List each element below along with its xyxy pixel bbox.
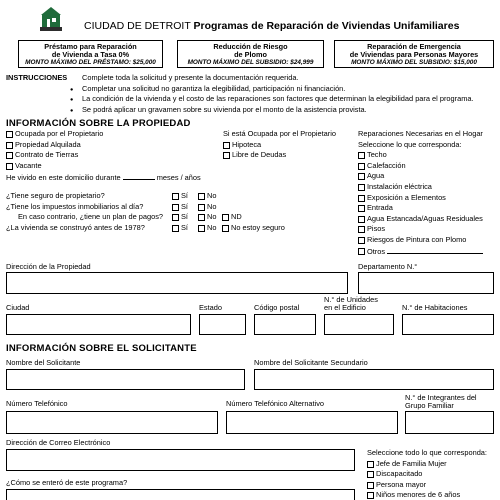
answer-yes-checkbox[interactable]: Sí (172, 192, 188, 203)
household-checkbox[interactable]: Niños menores de 6 años (367, 491, 487, 500)
household-checkbox[interactable]: Persona mayor (367, 481, 487, 492)
org-name: CIUDAD DE DETROIT (84, 20, 191, 32)
rooms-field[interactable] (402, 314, 494, 335)
household-size-field[interactable] (405, 411, 494, 434)
repair-checkbox[interactable]: Entrada (358, 204, 483, 215)
instruction-item: ● Se podrá aplicar un gravamen sobre su vivienda por el monto de la asistencia provista. (70, 106, 495, 117)
owner-occupied-group (223, 130, 336, 162)
repair-checkbox[interactable]: Techo (358, 151, 483, 162)
state-field[interactable] (199, 314, 246, 335)
question-label: ¿Tiene seguro de propietario? (6, 191, 105, 200)
property-address-field[interactable] (6, 272, 348, 294)
repairs-hint: Seleccione lo que corresponda: (358, 139, 462, 149)
applicant-name-label: Nombre del Solicitante (6, 358, 81, 367)
units-field[interactable] (324, 314, 394, 335)
answer-no-checkbox[interactable]: No (198, 224, 216, 235)
secondary-name-label: Nombre del Solicitante Secundario (254, 358, 368, 367)
program-box-lead: Reducción de Riesgo de Plomo MONTO MÁXIMO DEL SUBSIDIO: $24,999 (177, 40, 324, 68)
alt-phone-field[interactable] (226, 411, 398, 434)
repair-checkbox[interactable]: Agua (358, 172, 483, 183)
phone-field[interactable] (6, 411, 218, 434)
question-label: ¿Tiene los impuestos inmobiliarios al día? (6, 201, 144, 211)
instructions-list (70, 74, 495, 116)
how-heard-label: ¿Cómo se enteró de este programa? (6, 478, 128, 487)
occupancy-checkbox[interactable]: Vacante (6, 162, 103, 173)
repair-checkbox[interactable]: Agua Estancada/Aguas Residuales (358, 215, 483, 226)
answer-yes-checkbox[interactable]: Sí (172, 213, 188, 224)
email-field[interactable] (6, 449, 355, 471)
email-label: Dirección de Correo Electrónico (6, 438, 111, 447)
zip-label: Código postal (254, 303, 300, 312)
answer-na-checkbox[interactable]: ND (222, 213, 242, 224)
secondary-name-field[interactable] (254, 369, 494, 390)
question-label: En caso contrario, ¿tiene un plan de pagos? (18, 212, 164, 221)
answer-no-checkbox[interactable]: No (198, 203, 216, 214)
repair-checkbox[interactable]: Exposición a Elementos (358, 194, 483, 205)
applicant-section-heading: INFORMACIÓN SOBRE EL SOLICITANTE (6, 343, 197, 354)
question-label: ¿La vivienda se construyó antes de 1978? (6, 222, 145, 232)
years-lived-input[interactable] (123, 173, 155, 180)
owner-occupied-label: Si está Ocupada por el Propietario (223, 129, 336, 138)
zip-field[interactable] (254, 314, 316, 335)
occupancy-checkbox[interactable]: Propiedad Alquilada (6, 141, 103, 152)
rooms-label: N.° de Habitaciones (402, 303, 468, 312)
apartment-field[interactable] (358, 272, 494, 294)
household-checkbox[interactable]: Discapacitado (367, 470, 487, 481)
household-size-label: N.° de Integrantes del Grupo Familiar (405, 393, 477, 411)
alt-phone-label: Número Telefónico Alternativo (226, 399, 325, 408)
repair-checkbox[interactable]: Instalación eléctrica (358, 183, 483, 194)
repair-checkbox[interactable]: Riesgos de Pintura con Plomo (358, 236, 483, 247)
occupancy-options (6, 130, 103, 172)
apartment-label: Departamento N.° (358, 262, 418, 271)
form-title: Programas de Reparación de Viviendas Unifamiliares (193, 20, 460, 32)
program-box-emergency: Reparación de Emergencia de Viviendas para Personas Mayores MONTO MÁXIMO DEL SUBSIDIO: $15,000 (334, 40, 494, 68)
property-questions (6, 192, 346, 234)
household-hint: Seleccione todo lo que corresponda: (367, 448, 487, 457)
page-title (84, 20, 459, 32)
occupancy-checkbox[interactable]: Ocupada por el Propietario (6, 130, 103, 141)
instruction-item: ● La condición de la vivienda y el costo de las reparaciones son factores que determinan la elegibilidad para el programa. (70, 95, 495, 106)
instruction-item: Complete toda la solicitud y presente la documentación requerida. (82, 73, 299, 82)
repairs-label: Reparaciones Necesarias en el Hogar (358, 129, 483, 138)
repair-checkbox[interactable]: Calefacción (358, 162, 483, 173)
property-address-label: Dirección de la Propiedad (6, 262, 91, 271)
instruction-item: ● Completar una solicitud no garantiza la elegibilidad, participación ni financiación. (70, 85, 495, 96)
free-of-debt-checkbox[interactable]: Libre de Deudas (223, 151, 336, 162)
years-lived-row: He vivido en este domicilio durante meses / años (6, 173, 201, 182)
program-box-loan: Préstamo para Reparación de Vivienda a Tasa 0% MONTO MÁXIMO DEL PRÉSTAMO: $25,000 (18, 40, 163, 68)
answer-no-checkbox[interactable]: No (198, 192, 216, 203)
answer-yes-checkbox[interactable]: Sí (172, 203, 188, 214)
applicant-name-field[interactable] (6, 369, 245, 390)
instructions-label: INSTRUCCIONES (6, 73, 68, 82)
household-options (367, 449, 487, 500)
answer-no-checkbox[interactable]: No (198, 213, 216, 224)
household-checkbox[interactable]: Jefe de Familia Mujer (367, 460, 487, 471)
repair-checkbox[interactable]: Pisos (358, 225, 483, 236)
answer-yes-checkbox[interactable]: Sí (172, 224, 188, 235)
answer-unsure-checkbox[interactable]: No estoy seguro (222, 224, 285, 235)
city-field[interactable] (6, 314, 191, 335)
occupancy-checkbox[interactable]: Contrato de Tierras (6, 151, 103, 162)
phone-label: Número Telefónico (6, 399, 68, 408)
how-heard-field[interactable] (6, 489, 355, 500)
repair-other-checkbox[interactable]: Otros (358, 247, 385, 256)
city-label: Ciudad (6, 303, 30, 312)
repairs-group (358, 130, 483, 257)
repair-other-input[interactable] (387, 247, 483, 254)
mortgage-checkbox[interactable]: Hipoteca (223, 141, 336, 152)
units-label: N.° de Unidades en el Edificio (324, 295, 378, 313)
property-section-heading: INFORMACIÓN SOBRE LA PROPIEDAD (6, 118, 191, 129)
state-label: Estado (199, 303, 223, 312)
detroit-logo-icon (40, 6, 62, 32)
